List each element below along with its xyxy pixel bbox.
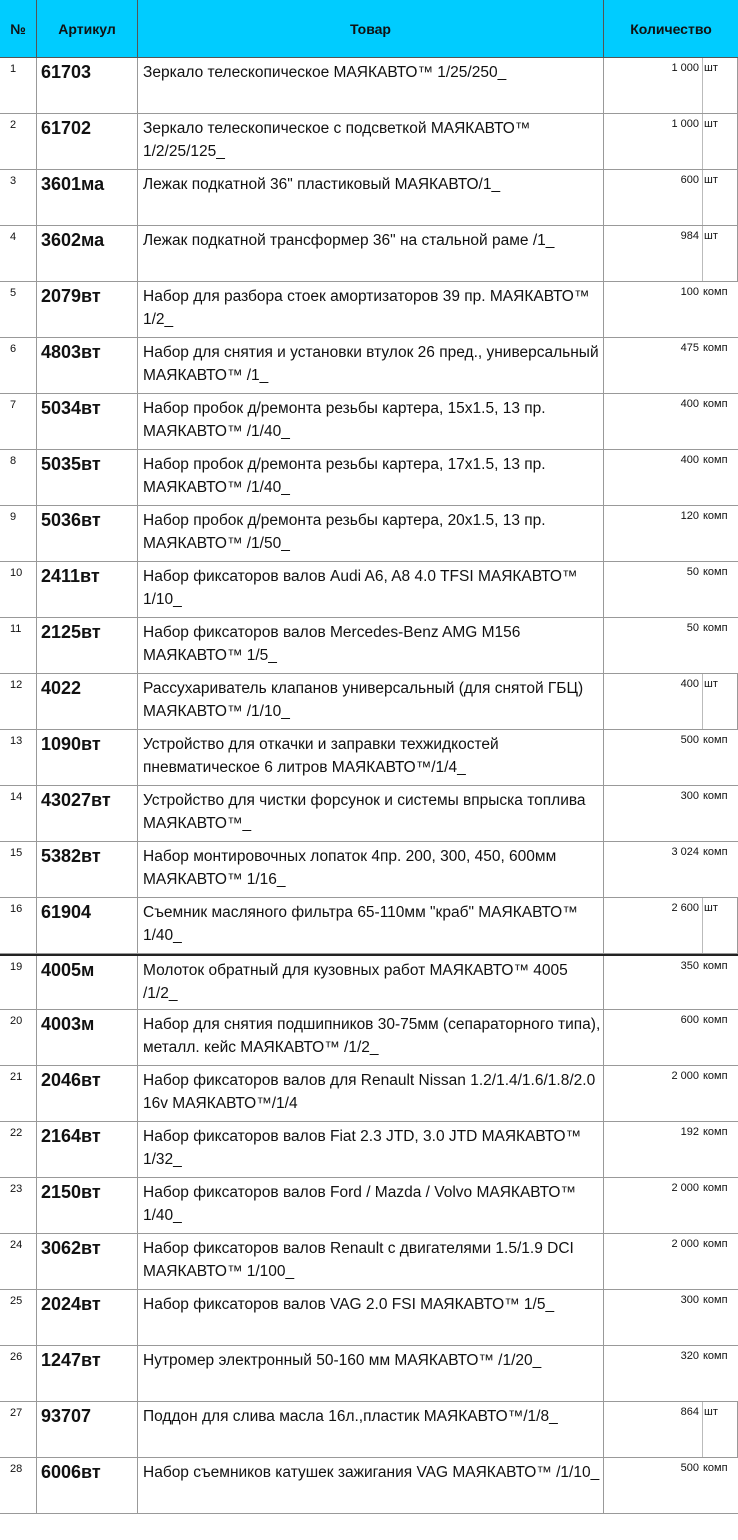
row-number: 4	[0, 226, 37, 281]
table-row	[0, 170, 738, 226]
product-name-cell: Набор фиксаторов валов Fiat 2.3 JTD, 3.0 JTD МАЯКАВТО™ 1/32_	[138, 1122, 604, 1177]
quantity-cell: 50	[686, 622, 699, 634]
product-name-cell: Нутромер электронный 50-160 мм МАЯКАВТО™ /1/20_	[138, 1346, 604, 1401]
quantity-cell: 50	[686, 566, 699, 578]
quantity-cell: 400	[680, 398, 699, 410]
unit-cell: шт	[702, 898, 738, 953]
row-number: 21	[0, 1066, 37, 1121]
unit-cell: комп	[703, 342, 728, 354]
product-name-cell: Набор монтировочных лопаток 4пр. 200, 300, 450, 600мм МАЯКАВТО™ 1/16_	[138, 842, 604, 897]
product-name-cell: Набор для разбора стоек амортизаторов 39 пр. МАЯКАВТО™ 1/2_	[138, 282, 604, 337]
unit-cell: шт	[702, 226, 738, 281]
product-name-cell: Набор фиксаторов валов VAG 2.0 FSI МАЯКАВТО™ 1/5_	[138, 1290, 604, 1345]
unit-cell: шт	[702, 674, 738, 729]
table-row	[0, 114, 738, 170]
quantity-cell: 400	[680, 678, 699, 690]
product-name-cell: Набор фиксаторов валов Renault с двигателями 1.5/1.9 DCI МАЯКАВТО™ 1/100_	[138, 1234, 604, 1289]
product-name-cell: Съемник масляного фильтра 65-110мм "краб" МАЯКАВТО™ 1/40_	[138, 898, 604, 953]
article-cell: 4003м	[37, 1010, 138, 1065]
product-name-cell: Зеркало телескопическое МАЯКАВТО™ 1/25/250_	[138, 58, 604, 113]
row-number: 16	[0, 898, 37, 953]
article-cell: 43027вт	[37, 786, 138, 841]
table-row	[0, 1290, 738, 1346]
quantity-cell: 1 000	[671, 62, 699, 74]
quantity-cell: 2 600	[671, 902, 699, 914]
unit-cell: комп	[703, 286, 728, 298]
quantity-cell: 192	[680, 1126, 699, 1138]
unit-cell: комп	[703, 566, 728, 578]
table-row	[0, 450, 738, 506]
product-name-cell: Набор пробок д/ремонта резьбы картера, 17x1.5, 13 пр. МАЯКАВТО™ /1/40_	[138, 450, 604, 505]
article-cell: 5034вт	[37, 394, 138, 449]
quantity-cell: 120	[680, 510, 699, 522]
article-cell: 5035вт	[37, 450, 138, 505]
product-name-cell: Зеркало телескопическое с подсветкой МАЯКАВТО™ 1/2/25/125_	[138, 114, 604, 169]
quantity-cell: 350	[680, 960, 699, 972]
quantity-cell: 864	[680, 1406, 699, 1418]
table-body	[0, 58, 738, 1514]
table-row	[0, 282, 738, 338]
unit-cell: комп	[703, 622, 728, 634]
unit-cell: шт	[702, 58, 738, 113]
article-cell: 5036вт	[37, 506, 138, 561]
header-num: №	[0, 0, 37, 57]
row-number: 9	[0, 506, 37, 561]
quantity-cell: 500	[680, 734, 699, 746]
article-cell: 4022	[37, 674, 138, 729]
table-row	[0, 1458, 738, 1514]
product-name-cell: Набор пробок д/ремонта резьбы картера, 20x1.5, 13 пр. МАЯКАВТО™ /1/50_	[138, 506, 604, 561]
row-number: 13	[0, 730, 37, 785]
product-name-cell: Молоток обратный для кузовных работ МАЯКАВТО™ 4005 /1/2_	[138, 956, 604, 1009]
article-cell: 3062вт	[37, 1234, 138, 1289]
table-row	[0, 1346, 738, 1402]
table-row	[0, 730, 738, 786]
row-number: 3	[0, 170, 37, 225]
row-number: 2	[0, 114, 37, 169]
header-product: Товар	[138, 0, 604, 57]
table-row	[0, 1066, 738, 1122]
product-name-cell: Набор фиксаторов валов Ford / Mazda / Volvo МАЯКАВТО™ 1/40_	[138, 1178, 604, 1233]
unit-cell: комп	[703, 846, 728, 858]
row-number: 10	[0, 562, 37, 617]
quantity-cell: 1 000	[671, 118, 699, 130]
article-cell: 4005м	[37, 956, 138, 1009]
unit-cell: шт	[702, 1402, 738, 1457]
quantity-cell: 3 024	[671, 846, 699, 858]
unit-cell: комп	[703, 510, 728, 522]
header-quantity: Количество	[630, 20, 712, 37]
unit-cell: шт	[702, 114, 738, 169]
article-cell: 61703	[37, 58, 138, 113]
row-number: 27	[0, 1402, 37, 1457]
quantity-cell: 475	[680, 342, 699, 354]
product-name-cell: Набор пробок д/ремонта резьбы картера, 15x1.5, 13 пр. МАЯКАВТО™ /1/40_	[138, 394, 604, 449]
table-row	[0, 1122, 738, 1178]
product-name-cell: Лежак подкатной трансформер 36" на стальной раме /1_	[138, 226, 604, 281]
product-name-cell: Поддон для слива масла 16л.,пластик МАЯКАВТО™/1/8_	[138, 1402, 604, 1457]
quantity-cell: 100	[680, 286, 699, 298]
row-number: 12	[0, 674, 37, 729]
quantity-cell: 600	[680, 174, 699, 186]
quantity-cell: 2 000	[671, 1070, 699, 1082]
product-name-cell: Устройство для откачки и заправки техжидкостей пневматическое 6 литров МАЯКАВТО™/1/4_	[138, 730, 604, 785]
product-name-cell: Набор для снятия и установки втулок 26 пред., универсальный МАЯКАВТО™ /1_	[138, 338, 604, 393]
quantity-cell: 600	[680, 1014, 699, 1026]
table-row	[0, 1178, 738, 1234]
article-cell: 93707	[37, 1402, 138, 1457]
unit-cell: комп	[703, 1014, 728, 1026]
table-row	[0, 394, 738, 450]
article-cell: 2125вт	[37, 618, 138, 673]
row-number: 24	[0, 1234, 37, 1289]
unit-cell: комп	[703, 454, 728, 466]
quantity-cell: 500	[680, 1462, 699, 1474]
unit-cell: шт	[702, 170, 738, 225]
article-cell: 4803вт	[37, 338, 138, 393]
quantity-cell: 2 000	[671, 1182, 699, 1194]
article-cell: 2024вт	[37, 1290, 138, 1345]
table-row	[0, 842, 738, 898]
product-name-cell: Набор фиксаторов валов Audi A6, A8 4.0 TFSI МАЯКАВТО™ 1/10_	[138, 562, 604, 617]
article-cell: 5382вт	[37, 842, 138, 897]
row-number: 1	[0, 58, 37, 113]
article-cell: 1247вт	[37, 1346, 138, 1401]
quantity-cell: 320	[680, 1350, 699, 1362]
quantity-cell: 300	[680, 1294, 699, 1306]
unit-cell: комп	[703, 1294, 728, 1306]
row-number: 23	[0, 1178, 37, 1233]
unit-cell: комп	[703, 1462, 728, 1474]
unit-cell: комп	[703, 960, 728, 972]
row-number: 28	[0, 1458, 37, 1513]
unit-cell: комп	[703, 790, 728, 802]
table-row	[0, 786, 738, 842]
article-cell: 2046вт	[37, 1066, 138, 1121]
row-number: 19	[0, 956, 37, 1009]
unit-cell: комп	[703, 398, 728, 410]
table-header	[0, 0, 738, 58]
article-cell: 61702	[37, 114, 138, 169]
article-cell: 6006вт	[37, 1458, 138, 1513]
article-cell: 2079вт	[37, 282, 138, 337]
unit-cell: комп	[703, 1070, 728, 1082]
article-cell: 1090вт	[37, 730, 138, 785]
unit-cell: комп	[703, 734, 728, 746]
row-number: 7	[0, 394, 37, 449]
table-row	[0, 338, 738, 394]
unit-cell: комп	[703, 1350, 728, 1362]
quantity-cell: 984	[680, 230, 699, 242]
row-number: 25	[0, 1290, 37, 1345]
row-number: 26	[0, 1346, 37, 1401]
row-number: 22	[0, 1122, 37, 1177]
product-name-cell: Набор фиксаторов валов Mercedes-Benz AMG M156 МАЯКАВТО™ 1/5_	[138, 618, 604, 673]
row-number: 8	[0, 450, 37, 505]
row-number: 5	[0, 282, 37, 337]
product-name-cell: Устройство для чистки форсунок и системы впрыска топлива МАЯКАВТО™_	[138, 786, 604, 841]
article-cell: 2150вт	[37, 1178, 138, 1233]
quantity-cell: 400	[680, 454, 699, 466]
unit-cell: комп	[703, 1238, 728, 1250]
article-cell: 3601ма	[37, 170, 138, 225]
table-row	[0, 674, 738, 730]
table-row	[0, 226, 738, 282]
table-row	[0, 954, 738, 1010]
unit-cell: комп	[703, 1182, 728, 1194]
product-name-cell: Лежак подкатной 36" пластиковый МАЯКАВТО/1_	[138, 170, 604, 225]
table-row	[0, 1010, 738, 1066]
product-name-cell: Рассухариватель клапанов универсальный (для снятой ГБЦ) МАЯКАВТО™ /1/10_	[138, 674, 604, 729]
product-name-cell: Набор фиксаторов валов для Renault Nissan 1.2/1.4/1.6/1.8/2.0 16v МАЯКАВТО™/1/4	[138, 1066, 604, 1121]
quantity-cell: 2 000	[671, 1238, 699, 1250]
quantity-cell: 300	[680, 790, 699, 802]
article-cell: 2411вт	[37, 562, 138, 617]
article-cell: 3602ма	[37, 226, 138, 281]
header-article: Артикул	[37, 0, 138, 57]
row-number: 20	[0, 1010, 37, 1065]
row-number: 14	[0, 786, 37, 841]
row-number: 11	[0, 618, 37, 673]
table-row	[0, 58, 738, 114]
product-name-cell: Набор для снятия подшипников 30-75мм (сепараторного типа), металл. кейс МАЯКАВТО™ /1/2_	[138, 1010, 604, 1065]
article-cell: 2164вт	[37, 1122, 138, 1177]
unit-cell: комп	[703, 1126, 728, 1138]
table-row	[0, 562, 738, 618]
row-number: 6	[0, 338, 37, 393]
table-row	[0, 618, 738, 674]
table-row	[0, 506, 738, 562]
table-row	[0, 898, 738, 954]
table-row	[0, 1234, 738, 1290]
article-cell: 61904	[37, 898, 138, 953]
row-number: 15	[0, 842, 37, 897]
table-row	[0, 1402, 738, 1458]
product-name-cell: Набор съемников катушек зажигания VAG МАЯКАВТО™ /1/10_	[138, 1458, 604, 1513]
